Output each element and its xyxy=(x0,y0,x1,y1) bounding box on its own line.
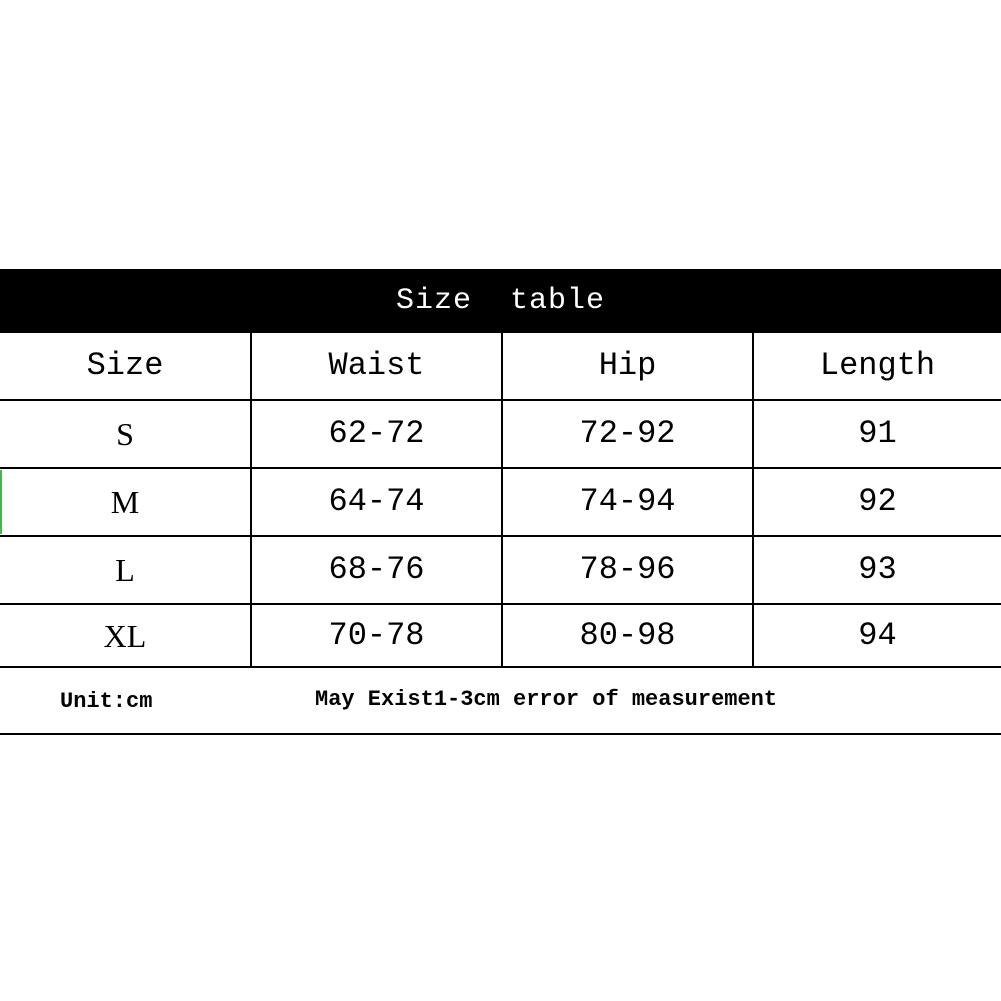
column-header-hip: Hip xyxy=(502,333,753,400)
table-row xyxy=(0,468,1001,536)
column-header-size: Size xyxy=(0,333,251,400)
measurement-note: May Exist1-3cm error of measurement xyxy=(315,687,778,712)
size-table xyxy=(0,269,1001,735)
length-cell: 91 xyxy=(753,400,1001,468)
table-row xyxy=(0,536,1001,604)
column-header-waist: Waist xyxy=(251,333,502,400)
hip-cell: 72-92 xyxy=(502,400,753,468)
hip-cell: 74-94 xyxy=(502,468,753,536)
table-title: Size table xyxy=(0,269,1001,333)
unit-label: Unit:cm xyxy=(60,689,153,714)
length-cell: 94 xyxy=(753,604,1001,667)
size-grid xyxy=(0,333,1001,668)
size-cell: M xyxy=(0,468,251,536)
length-cell: 92 xyxy=(753,468,1001,536)
length-cell: 93 xyxy=(753,536,1001,604)
waist-cell: 70-78 xyxy=(251,604,502,667)
column-header-length: Length xyxy=(753,333,1001,400)
hip-cell: 78-96 xyxy=(502,536,753,604)
table-footer xyxy=(0,667,1001,735)
waist-cell: 68-76 xyxy=(251,536,502,604)
waist-cell: 62-72 xyxy=(251,400,502,468)
hip-cell: 80-98 xyxy=(502,604,753,667)
header-row xyxy=(0,333,1001,400)
table-row xyxy=(0,604,1001,667)
waist-cell: 64-74 xyxy=(251,468,502,536)
size-cell: S xyxy=(0,400,251,468)
size-cell: XL xyxy=(0,604,251,667)
size-cell: L xyxy=(0,536,251,604)
table-row xyxy=(0,400,1001,468)
